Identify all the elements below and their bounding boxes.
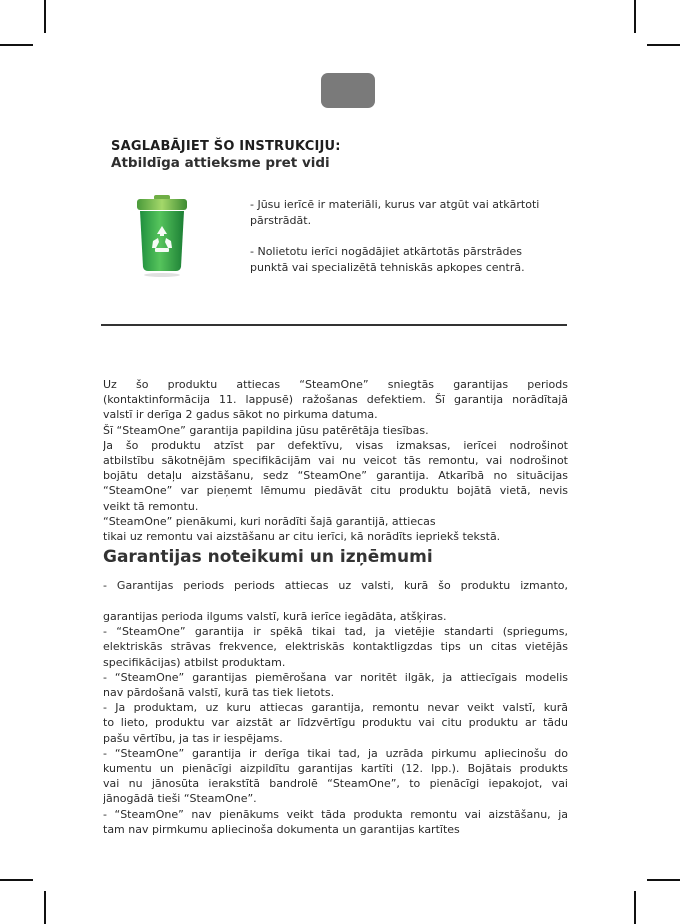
paragraph-line: - Garantijas periods periods attiecas uz valsti, kurā šo produktu izmanto, [103,579,568,592]
environment-note: - Jūsu ierīcē ir materiāli, kurus var atgūt vai atkārtoti pārstrādāt. [250,198,540,227]
crop-mark [44,891,46,924]
paragraph-line: - “SteamOne” nav pienākums veikt tāda produkta remontu vai aizstāšanu, ja [103,807,568,821]
paragraph-line: valstī ir derīga 2 gadus sākot no pirkuma datuma. [103,408,378,422]
paragraph-line: kumentu un pienācīgi aizpildītu garantijas kartīti (12. lpp.). Bojātais produkts [103,762,568,776]
environment-notes [250,197,560,291]
crop-mark [647,44,680,46]
paragraph-line: tam nav pirmkumu apliecinoša dokumenta un garantijas kartītes [103,822,460,836]
recycle-bin-icon [135,195,189,277]
crop-mark [0,44,33,46]
crop-mark [44,0,46,33]
paragraph-line: Šī “SteamOne” garantija papildina jūsu patērētāja tiesības. [103,423,429,437]
paragraph-line: Ja šo produktu atzīst par defektīvu, visas izmaksas, ierīcei nodrošinot [103,438,568,452]
paragraph-line: - “SteamOne” garantija ir spēkā tikai tad, ja vietējie standarti (spriegums, [103,625,568,639]
paragraph-line: - “SteamOne” garantija ir derīga tikai tad, ja uzrāda pirkumu apliecinošu do [103,746,568,760]
page-tab-marker [321,73,375,108]
crop-mark [0,879,33,881]
paragraph-line: pašu vērtību, ja tas ir iespējams. [103,731,283,745]
paragraph-line: jānogādā tieši “SteamOne”. [103,792,257,806]
paragraph-line: (kontaktinformācija 11. lappusē) ražošanas defektiem. Šī garantija norādītajā [103,393,568,407]
paragraph-line: vai nu jānosūta ierakstītā bandrolē “SteamOne”, to pienācīgi iepakojot, vai [103,777,568,791]
crop-mark [634,891,636,924]
section-title: Garantijas noteikumi un izņēmumi [103,547,433,567]
paragraph-line: garantijas perioda ilgums valstī, kurā ierīce iegādāta, atšķiras. [103,610,447,623]
paragraph-line: - “SteamOne” garantijas piemērošana var noritēt ilgāk, ja attiecīgais modelis [103,670,568,684]
paragraph-line: veikt tā remontu. [103,499,199,513]
section-divider [101,324,567,326]
save-instructions-heading: SAGLABĀJIET ŠO INSTRUKCIJU: [111,139,341,154]
paragraph-line: “SteamOne” pienākumi, kuri norādīti šajā garantijā, attiecas [103,514,436,528]
paragraph-line: - Ja produktam, uz kuru attiecas garantija, remontu nevar veikt valstī, kurā [103,701,568,715]
paragraph-line: Uz šo produktu attiecas “SteamOne” sniegtās garantijas periods [103,378,568,391]
paragraph-line: nav pārdošanā valstī, kurā tas tiek lietots. [103,686,335,700]
environment-heading: Atbildīga attieksme pret vidi [111,155,330,171]
terms-first-line [103,578,568,593]
paragraph-line: tikai uz remontu vai aizstāšanu ar citu ierīci, kā norādīts iepriekš tekstā. [103,530,501,544]
warranty-intro [103,377,568,544]
paragraph-line: bojātu detaļu aizstāšanu, sedz “SteamOne” garantija. Atkarībā no situācijas [103,469,568,483]
paragraph-line: “SteamOne” var pieņemt lēmumu piedāvāt citu produktu bojātā vietā, nevis [103,484,568,498]
crop-mark [647,879,680,881]
environment-note: - Nolietotu ierīci nogādājiet atkārtotās pārstrādes punktā vai specializētā tehniskās apkopes centrā. [250,245,525,274]
crop-mark [634,0,636,33]
paragraph-line: elektriskās strāvas frekvence, elektriskās kontaktligzdas tips un citas vietējās [103,640,568,654]
paragraph-line: to lieto, produktu var aizstāt ar līdzvērtīgu produktu vai citu produktu ar tādu [103,716,568,730]
terms-list [103,609,568,837]
paragraph-line: atbilstību sākotnējām specifikācijām vai nu veicot tās remontu, vai nodrošinot [103,454,568,468]
paragraph-line: specifikācijas) atbilst produktam. [103,655,286,669]
